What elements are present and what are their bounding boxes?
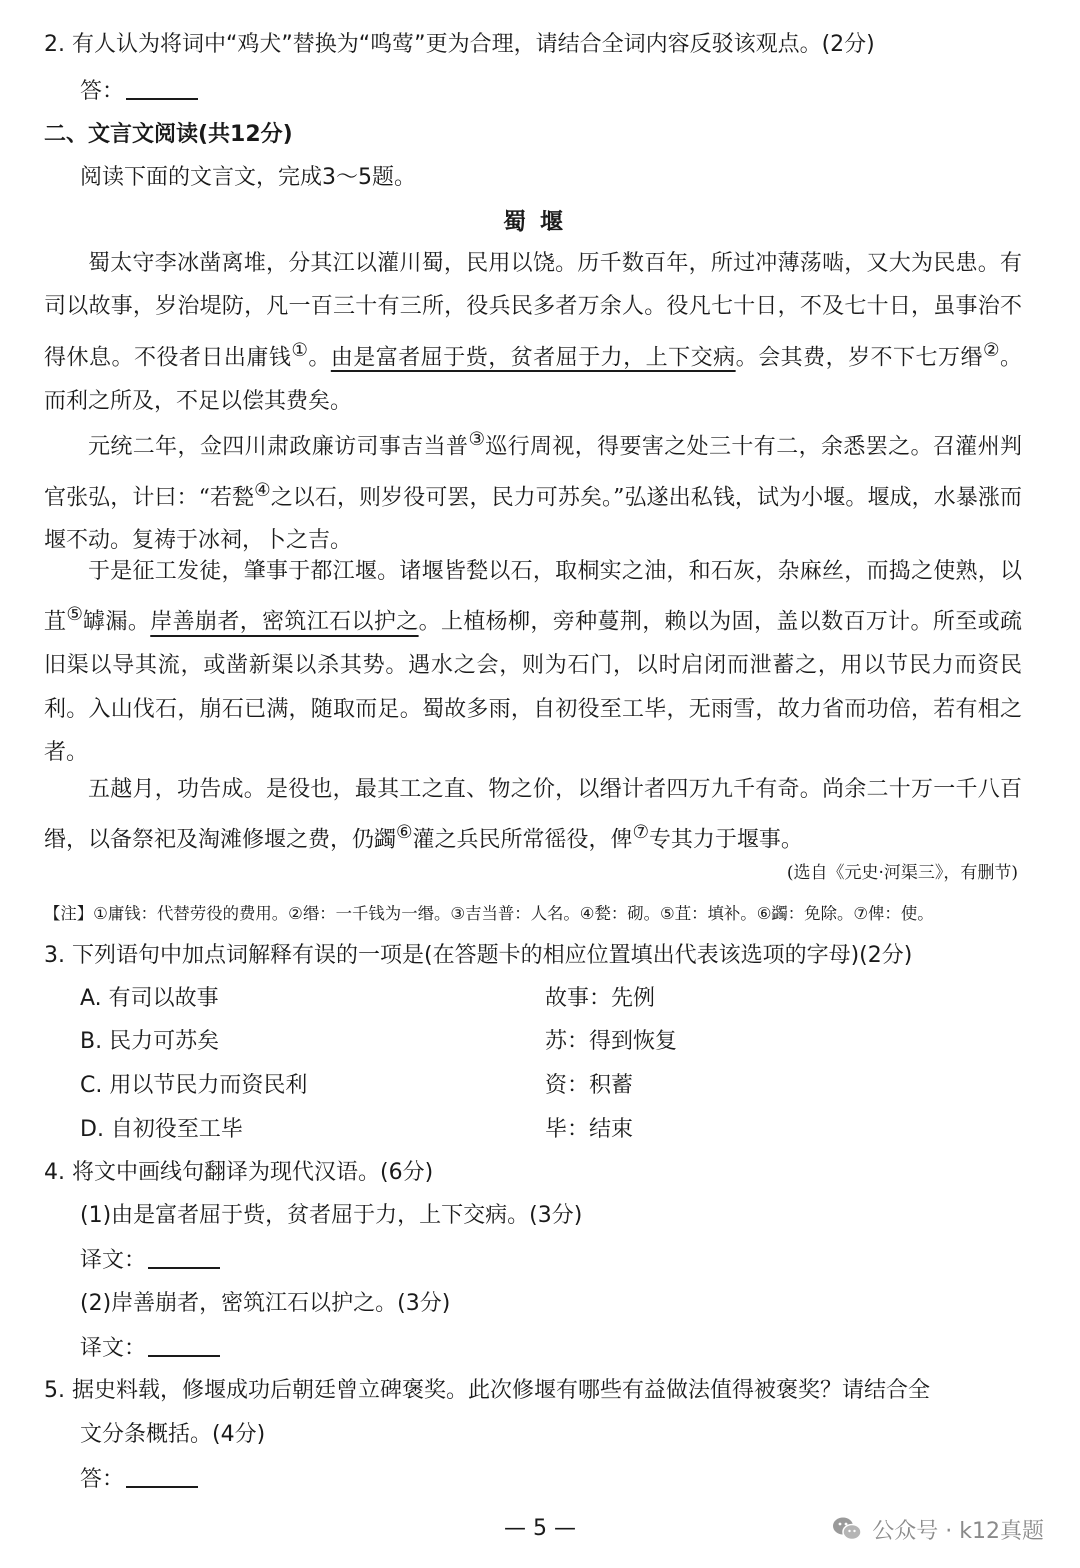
question-5-answer xyxy=(80,1464,198,1495)
question-4-sub-2: (2)岸善崩者，密筑江石以护之。(3分) xyxy=(80,1291,451,1316)
footnote-ref: ② xyxy=(983,339,1000,361)
passage-source: (选自《元史·河渠三》，有删节) xyxy=(786,863,1018,883)
answer-blank[interactable] xyxy=(126,76,198,100)
question-4-stem: 4. 将文中画线句翻译为现代汉语。(6分) xyxy=(44,1160,434,1185)
question-5-stem-line-1: 5. 据史料载，修堰成功后朝廷曾立碑褒奖。此次修堰有哪些有益做法值得被褒奖？请结合全 xyxy=(44,1378,930,1403)
watermark xyxy=(830,1512,1044,1546)
answer-label: 答： xyxy=(80,1467,125,1492)
footnote-ref: ⑤ xyxy=(66,604,84,626)
option-b[interactable]: B. 民力可苏矣 xyxy=(80,1029,220,1054)
passage-paragraph-3: 于是征工发徒，肇事于都江堰。诸堰皆甃以石，取桐实之油，和石灰，杂麻丝，而捣之使熟，以苴⑤罅漏。岸善崩者，密筑江石以护之。上植杨柳，旁种蔓荆，赖以为固，盖以数百万计。所至或疏旧渠以导其流，或凿新渠以杀其势。遇水之会，则为石门，以时启闭而泄蓄之，用以节民力而资民利。入山伐石，崩石已满，随取而足。蜀故多雨，自初役至工毕，无雨雪，故力省而功倍，若有相之者。 xyxy=(44,559,1022,765)
answer-label: 答： xyxy=(80,79,125,104)
footnote-ref: ⑥ xyxy=(396,822,413,844)
footnote-ref: ④ xyxy=(254,479,271,501)
question-4-answer-1 xyxy=(80,1245,220,1276)
passage-title: 蜀堰 xyxy=(503,209,577,235)
option-d-gloss: 毕：结束 xyxy=(545,1117,634,1142)
passage-paragraph-4: 五越月，功告成。是役也，最其工之直、物之价，以缗计者四万九千有奇。尚余二十万一千八百缗，以备祭祀及淘滩修堰之费，仍蠲⑥灌之兵民所常徭役，俾⑦专其力于堰事。 xyxy=(44,777,1022,853)
option-a-gloss: 故事：先例 xyxy=(545,986,656,1011)
footnote-ref: ⑦ xyxy=(632,822,649,844)
question-5-stem-line-2: 文分条概括。(4分) xyxy=(80,1422,266,1447)
question-3-stem: 3. 下列语句中加点词解释有误的一项是(在答题卡的相应位置填出代表该选项的字母)(2分) xyxy=(44,943,913,968)
passage-paragraph-1: 蜀太守李冰凿离堆，分其江以灌川蜀，民用以饶。历千数百年，所过冲薄荡啮，又大为民患。有司以故事，岁治堤防，凡一百三十有三所，役兵民多者万余人。役凡七十日，不及七十日，虽事治不得休息。不役者日出庸钱①。由是富者屈于赀，贫者屈于力，上下交病。会其费，岁不下七万缗②。而利之所及，不足以偿其费矣。 xyxy=(44,251,1022,414)
watermark-text: 公众号 · k12真题 xyxy=(872,1518,1044,1544)
translation-blank-2[interactable] xyxy=(148,1333,220,1357)
passage-paragraph-2: 元统二年，佥四川肃政廉访司事吉当普③巡行周视，得要害之处三十有二，余悉罢之。召灌州判官张弘，计曰：“若甃④之以石，则岁役可罢，民力可苏矣。”弘遂出私钱，试为小堰。堰成，水暴涨而堰不动。复祷于冰祠，卜之吉。 xyxy=(44,429,1023,554)
option-c-gloss: 资：积蓄 xyxy=(545,1073,634,1098)
footnote-ref: ③ xyxy=(468,429,486,450)
translation-blank-1[interactable] xyxy=(148,1245,220,1269)
option-c[interactable]: C. 用以节民力而资民利 xyxy=(80,1073,308,1098)
page-number: — 5 — xyxy=(504,1516,576,1541)
underlined-sentence-1: 由是富者屈于赀，贫者屈于力，上下交病 xyxy=(330,345,736,371)
translation-label: 译文： xyxy=(80,1336,147,1361)
question-4-sub-1: (1)由是富者屈于赀，贫者屈于力，上下交病。(3分) xyxy=(80,1203,583,1228)
question-4-answer-2 xyxy=(80,1333,220,1364)
answer-blank[interactable] xyxy=(126,1464,198,1488)
translation-label: 译文： xyxy=(80,1248,147,1273)
option-b-gloss: 苏：得到恢复 xyxy=(545,1029,678,1054)
option-a[interactable]: A. 有司以故事 xyxy=(80,986,219,1011)
section-instruction: 阅读下面的文言文，完成3～5题。 xyxy=(80,165,416,190)
question-2-answer xyxy=(80,76,198,107)
question-2-stem: 2. 有人认为将词中“鸡犬”替换为“鸣莺”更为合理，请结合全词内容反驳该观点。(2分) xyxy=(44,32,875,57)
underlined-sentence-2: 岸善崩者，密筑江石以护之 xyxy=(150,609,419,635)
footnotes: 【注】①庸钱：代替劳役的费用。②缗：一千钱为一缗。③吉当普：人名。④甃：砌。⑤苴：填补。⑥蠲：免除。⑦俾：使。 xyxy=(44,904,934,923)
footnote-ref: ① xyxy=(291,339,309,361)
wechat-icon xyxy=(830,1512,864,1546)
option-d[interactable]: D. 自初役至工毕 xyxy=(80,1117,243,1142)
section-heading: 二、文言文阅读(共12分) xyxy=(44,122,293,147)
